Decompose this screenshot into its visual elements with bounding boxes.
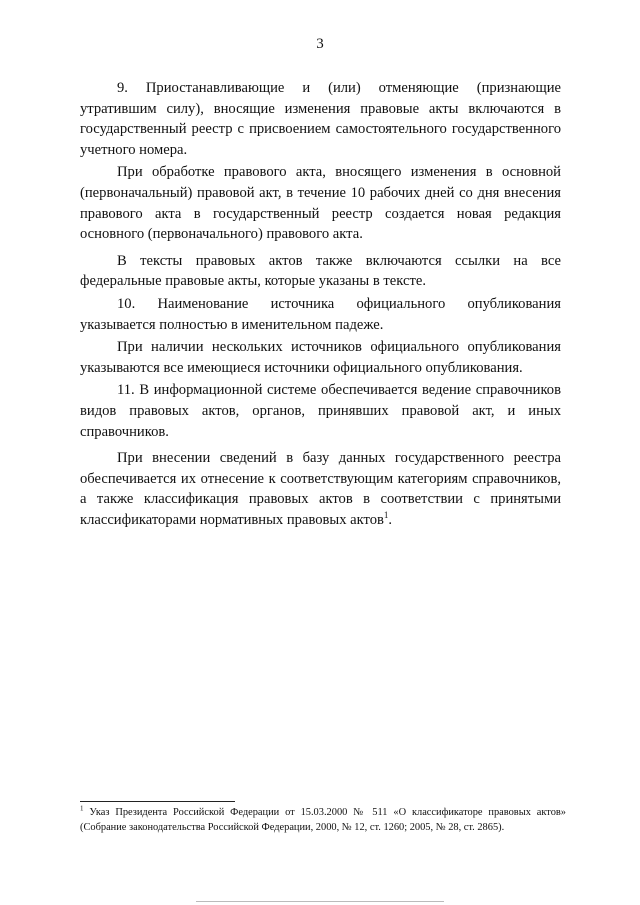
footnote-reference: 1 (383, 510, 389, 521)
paragraph-item-10: 10. Наименование источника официального опубликования указывается полностью в именительном падеже. (80, 295, 561, 333)
footnote-text: Указ Президента Российской Федерации от 15.03.2000 № 511 «О классификаторе правовых актов» (Собрание законодательства Российской Федерации, 2000, № 12, ст. 1260; 2005, № 28, ст. 2865). (80, 807, 566, 833)
page-number: 3 (316, 36, 324, 52)
paragraph: При наличии нескольких источников официального опубликования указываются все имеющиеся источники официального опубликования. (80, 339, 561, 376)
paragraph: При обработке правового акта, вносящего изменения в основной (первоначальный) правовой акт, в течение 10 рабочих дней со дня внесения правового акта в государственный реестр создается новая редакция основного (первоначального) правового акта. (80, 164, 561, 243)
paragraph-end: . (388, 511, 393, 528)
paragraph: В тексты правовых актов также включаются ссылки на все федеральные правовые акты, которые указаны в тексте. (80, 252, 561, 290)
paragraph-text: При внесении сведений в базу данных государственного реестра обеспечивается их отнесение к соответствующим категориям справочников, а также классификация правовых актов в соответствии с принятыми классификаторами нормативных правовых актов (80, 450, 561, 528)
document-body (80, 78, 561, 532)
footnote (80, 805, 566, 835)
footnote-mark: 1 (80, 804, 84, 813)
paragraph-item-11: 11. В информационной системе обеспечивается ведение справочников видов правовых актов, органов, принявших правовой акт, и иных справочников. (80, 382, 561, 440)
footnote-separator (80, 801, 235, 802)
paragraph-with-footnote (80, 448, 561, 530)
paragraph-item-9: 9. Приостанавливающие и (или) отменяющие (признающие утратившим силу), вносящие изменения правовые акты включаются в государственный реестр с присвоением самостоятельного государственного учетного номера. (80, 80, 561, 158)
scan-edge (196, 901, 444, 902)
